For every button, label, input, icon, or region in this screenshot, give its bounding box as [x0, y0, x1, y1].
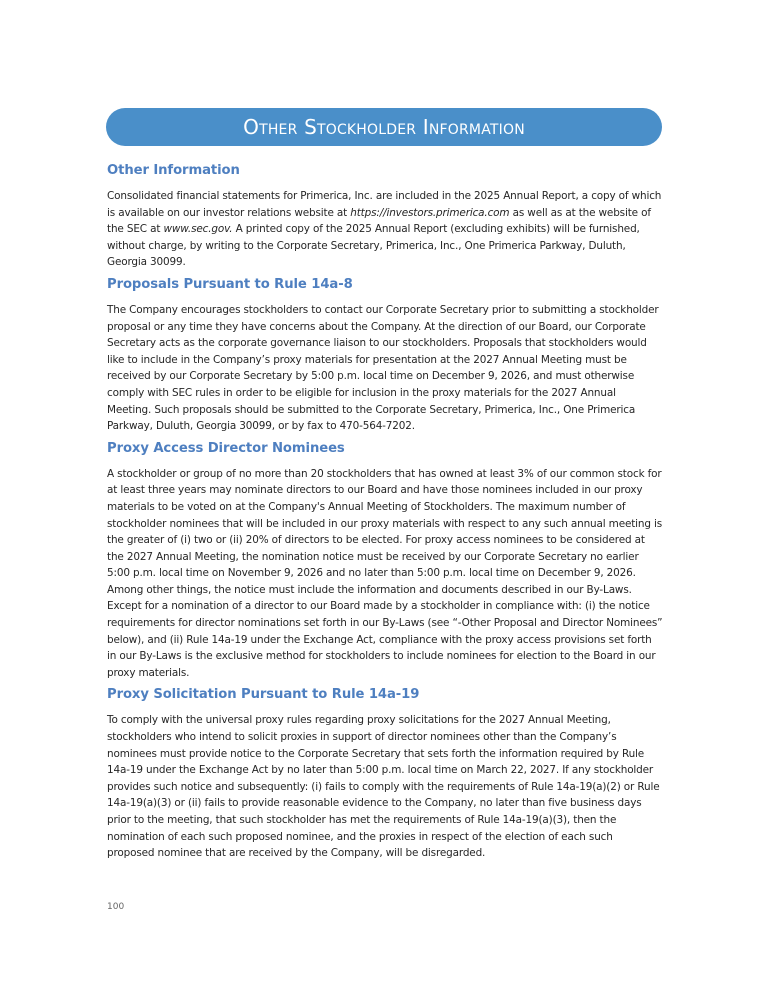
investor-relations-link[interactable]: https://investors.primerica.com — [350, 206, 510, 219]
section-paragraph: To comply with the universal proxy rules regarding proxy solicitations for the 2027 Annual Meeting, stockholders who intend to solicit proxies in support of director nominees other than the Company’s nominees must provide notice to the Corporate Secretary that sets forth the information required by Rule 14a-19 under the Exchange Act by no later than 5:00 p.m. local time on March 22, 2027. If any stockholder provides such notice and subsequently: (i) fails to comply with the requirements of Rule 14a-19(a)(2) or Rule 14a-19(a)(3) or (ii) fails to provide reasonable evidence to the Company, no later than five business days prior to the meeting, that such stockholder has met the requirements of Rule 14a-19(a)(3), then the nomination of each such proposed nominee, and the proxies in respect of the election of each such proposed nominee that are received by the Company, will be disregarded. — [107, 714, 660, 860]
paragraph-text: A printed copy of the 2025 Annual Report (excluding exhibits) will be furnished, without charge, by writing to the Corporate Secretary, Primerica, Inc., One Primerica Parkway, Duluth, Georgia 30099. — [107, 223, 640, 269]
page-number: 100 — [107, 902, 125, 912]
section-heading: Proxy Access Director Nominees — [107, 440, 345, 456]
section-heading: Proposals Pursuant to Rule 14a-8 — [107, 276, 353, 292]
section-proxy-solicitation-rule-14a-19 — [107, 684, 663, 861]
paragraph-text: as well as at the website of the SEC at — [107, 206, 651, 236]
banner-title: Other Stockholder Information — [243, 115, 525, 139]
section-proposals-rule-14a-8 — [107, 274, 663, 435]
section-paragraph: The Company encourages stockholders to contact our Corporate Secretary prior to submitting a stockholder proposal or any time they have concerns about the Company. At the direction of our Board, our Corporate Secretary acts as the corporate governance liaison to our stockholders. Proposals that stockholders would like to include in the Company’s proxy materials for presentation at the 2027 Annual Meeting must be received by our Corporate Secretary by 5:00 p.m. local time on December 9, 2026, and must otherwise comply with SEC rules in order to be eligible for inclusion in the proxy materials for the 2027 Annual Meeting. Such proposals should be submitted to the Corporate Secretary, Primerica, Inc., One Primerica Parkway, Duluth, Georgia 30099, or by fax to 470-564-7202. — [107, 303, 659, 433]
section-heading: Proxy Solicitation Pursuant to Rule 14a-19 — [107, 687, 420, 703]
section-banner — [106, 108, 662, 146]
section-proxy-access-director-nominees — [107, 438, 663, 682]
section-paragraph: A stockholder or group of no more than 20 stockholders that has owned at least 3% of our common stock for at least three years may nominate directors to our Board and have those nominees included in our proxy materials to be voted on at the Company's Annual Meeting of Stockholders. The maximum number of stockholder nominees that will be included in our proxy materials with respect to any such annual meeting is the greater of (i) two or (ii) 20% of directors to be elected. For proxy access nominees to be considered at the 2027 Annual Meeting, the nomination notice must be received by our Corporate Secretary no earlier 5:00 p.m. local time on November 9, 2026 and no later than 5:00 p.m. local time on December 9, 2026. Among other things, the notice must include the information and documents described in our By-Laws. Except for a nomination of a director to our Board made by a stockholder in compliance with: (i) the notice requirements for director nominations set forth in our By-Laws (see “-Other Proposal and Director Nominees” below), and (ii) Rule 14a-19 under the Exchange Act, compliance with the proxy access provisions set forth in our By-Laws is the exclusive method for stockholders to include nominees for election to the Board in our proxy materials. — [107, 467, 663, 679]
section-heading: Other Information — [107, 163, 240, 178]
section-paragraph — [107, 188, 663, 271]
section-other-information — [107, 160, 663, 271]
document-body — [107, 160, 663, 865]
paragraph-text: Consolidated financial statements for Primerica, Inc. are included in the 2025 Annual Report, a copy of which is available on our investor relations website at — [107, 190, 662, 219]
sec-website-link[interactable]: www.sec.gov. — [163, 223, 233, 236]
